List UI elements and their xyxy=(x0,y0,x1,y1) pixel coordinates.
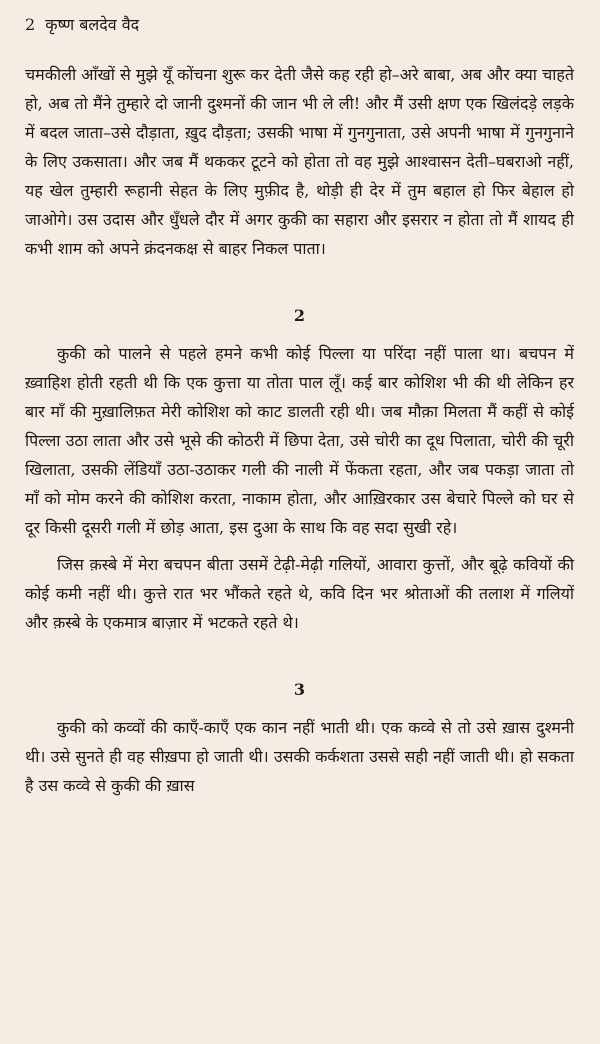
section-number-2: 2 xyxy=(293,306,306,325)
paragraph-4: कुकी को कव्वों की काएँ-काएँ एक कान नहीं भाती थी। एक कव्वे से तो उसे ख़ास दुश्मनी थी। उसे सुनते ही वह सीख़पा हो जाती थी। उसकी कर्कशता उससे सही नहीं जाती थी। हो सकता है उस कव्वे से कुकी की ख़ास xyxy=(25,718,574,795)
paragraph-2: कुकी को पालने से पहले हमने कभी कोई पिल्ला या परिंदा नहीं पाला था। बचपन में ख़्वाहिश होती रहती थी कि एक कुत्ता या तोता पाल लूँ। कई बार कोशिश भी की थी लेकिन हर बार माँ की मुख़ालिफ़त मेरी कोशिश को काट डालती रही थी। जब मौक़ा मिलता मैं कहीं से कोई पिल्ला उठा लाता और उसे भूसे की कोठरी में छिपा देता, उसे चोरी का दूध पिलाता, चोरी की चूरी खिलाता, उसकी लेंडियाँ उठा-उठाकर गली की नाली में फेंकता रहता, और जब पकड़ा जाता तो माँ को मोम करने की कोशिश करता, नाकाम होता, और आख़िरकार उस बेचारे पिल्ले को घर से दूर किसी दूसरी गली में छोड़ आता, इस दुआ के साथ कि वह सदा सुखी रहे। xyxy=(25,344,574,537)
section-number-3: 3 xyxy=(293,680,306,699)
paragraph-gap xyxy=(25,542,574,550)
paragraph-1: चमकीली आँखों से मुझे यूँ कोंचना शुरू कर देती जैसे कह रही हो–अरे बाबा, अब और क्या चाहते हो, अब तो मैंने तुम्हारे दो जानी दुश्मनों की जान भी ले ली! और मैं उसी क्षण एक खिलंदड़े लड़के में बदल जाता–उसे दौड़ाता, ख़ुद दौड़ता; उसकी भाषा में गुनगुनाता, उसे अपनी भाषा में गुनगुनाने के लिए उकसाता। और जब मैं थककर टूटने को होता तो वह मुझे आश्वासन देती–घबराओ नहीं, यह खेल तुम्हारी रूहानी सेहत के लिए मुफ़ीद है, थोड़ी ही देर में तुम बहाल हो फिर बेहाल हो जाओगे। उस उदास और धुँधले दौर में अगर कुकी का सहारा और इसरार न होता तो मैं शायद ही कभी शाम को अपने क्रंदनकक्ष से बाहर निकल पाता। xyxy=(25,65,574,258)
running-title: कृष्ण बलदेव वैद xyxy=(45,15,140,34)
running-header xyxy=(25,12,574,38)
paragraph-3: जिस क़स्बे में मेरा बचपन बीता उसमें टेढ़ी-मेढ़ी गलियों, आवारा कुत्तों, और बूढ़े कवियों की कोई कमी नहीं थी। कुत्ते रात भर भौंकते रहते थे, कवि दिन भर श्रोताओं की तलाश में गलियों और क़स्बे के एकमात्र बाज़ार में भटकते रहते थे। xyxy=(25,555,574,632)
page-number: 2 xyxy=(25,15,36,34)
